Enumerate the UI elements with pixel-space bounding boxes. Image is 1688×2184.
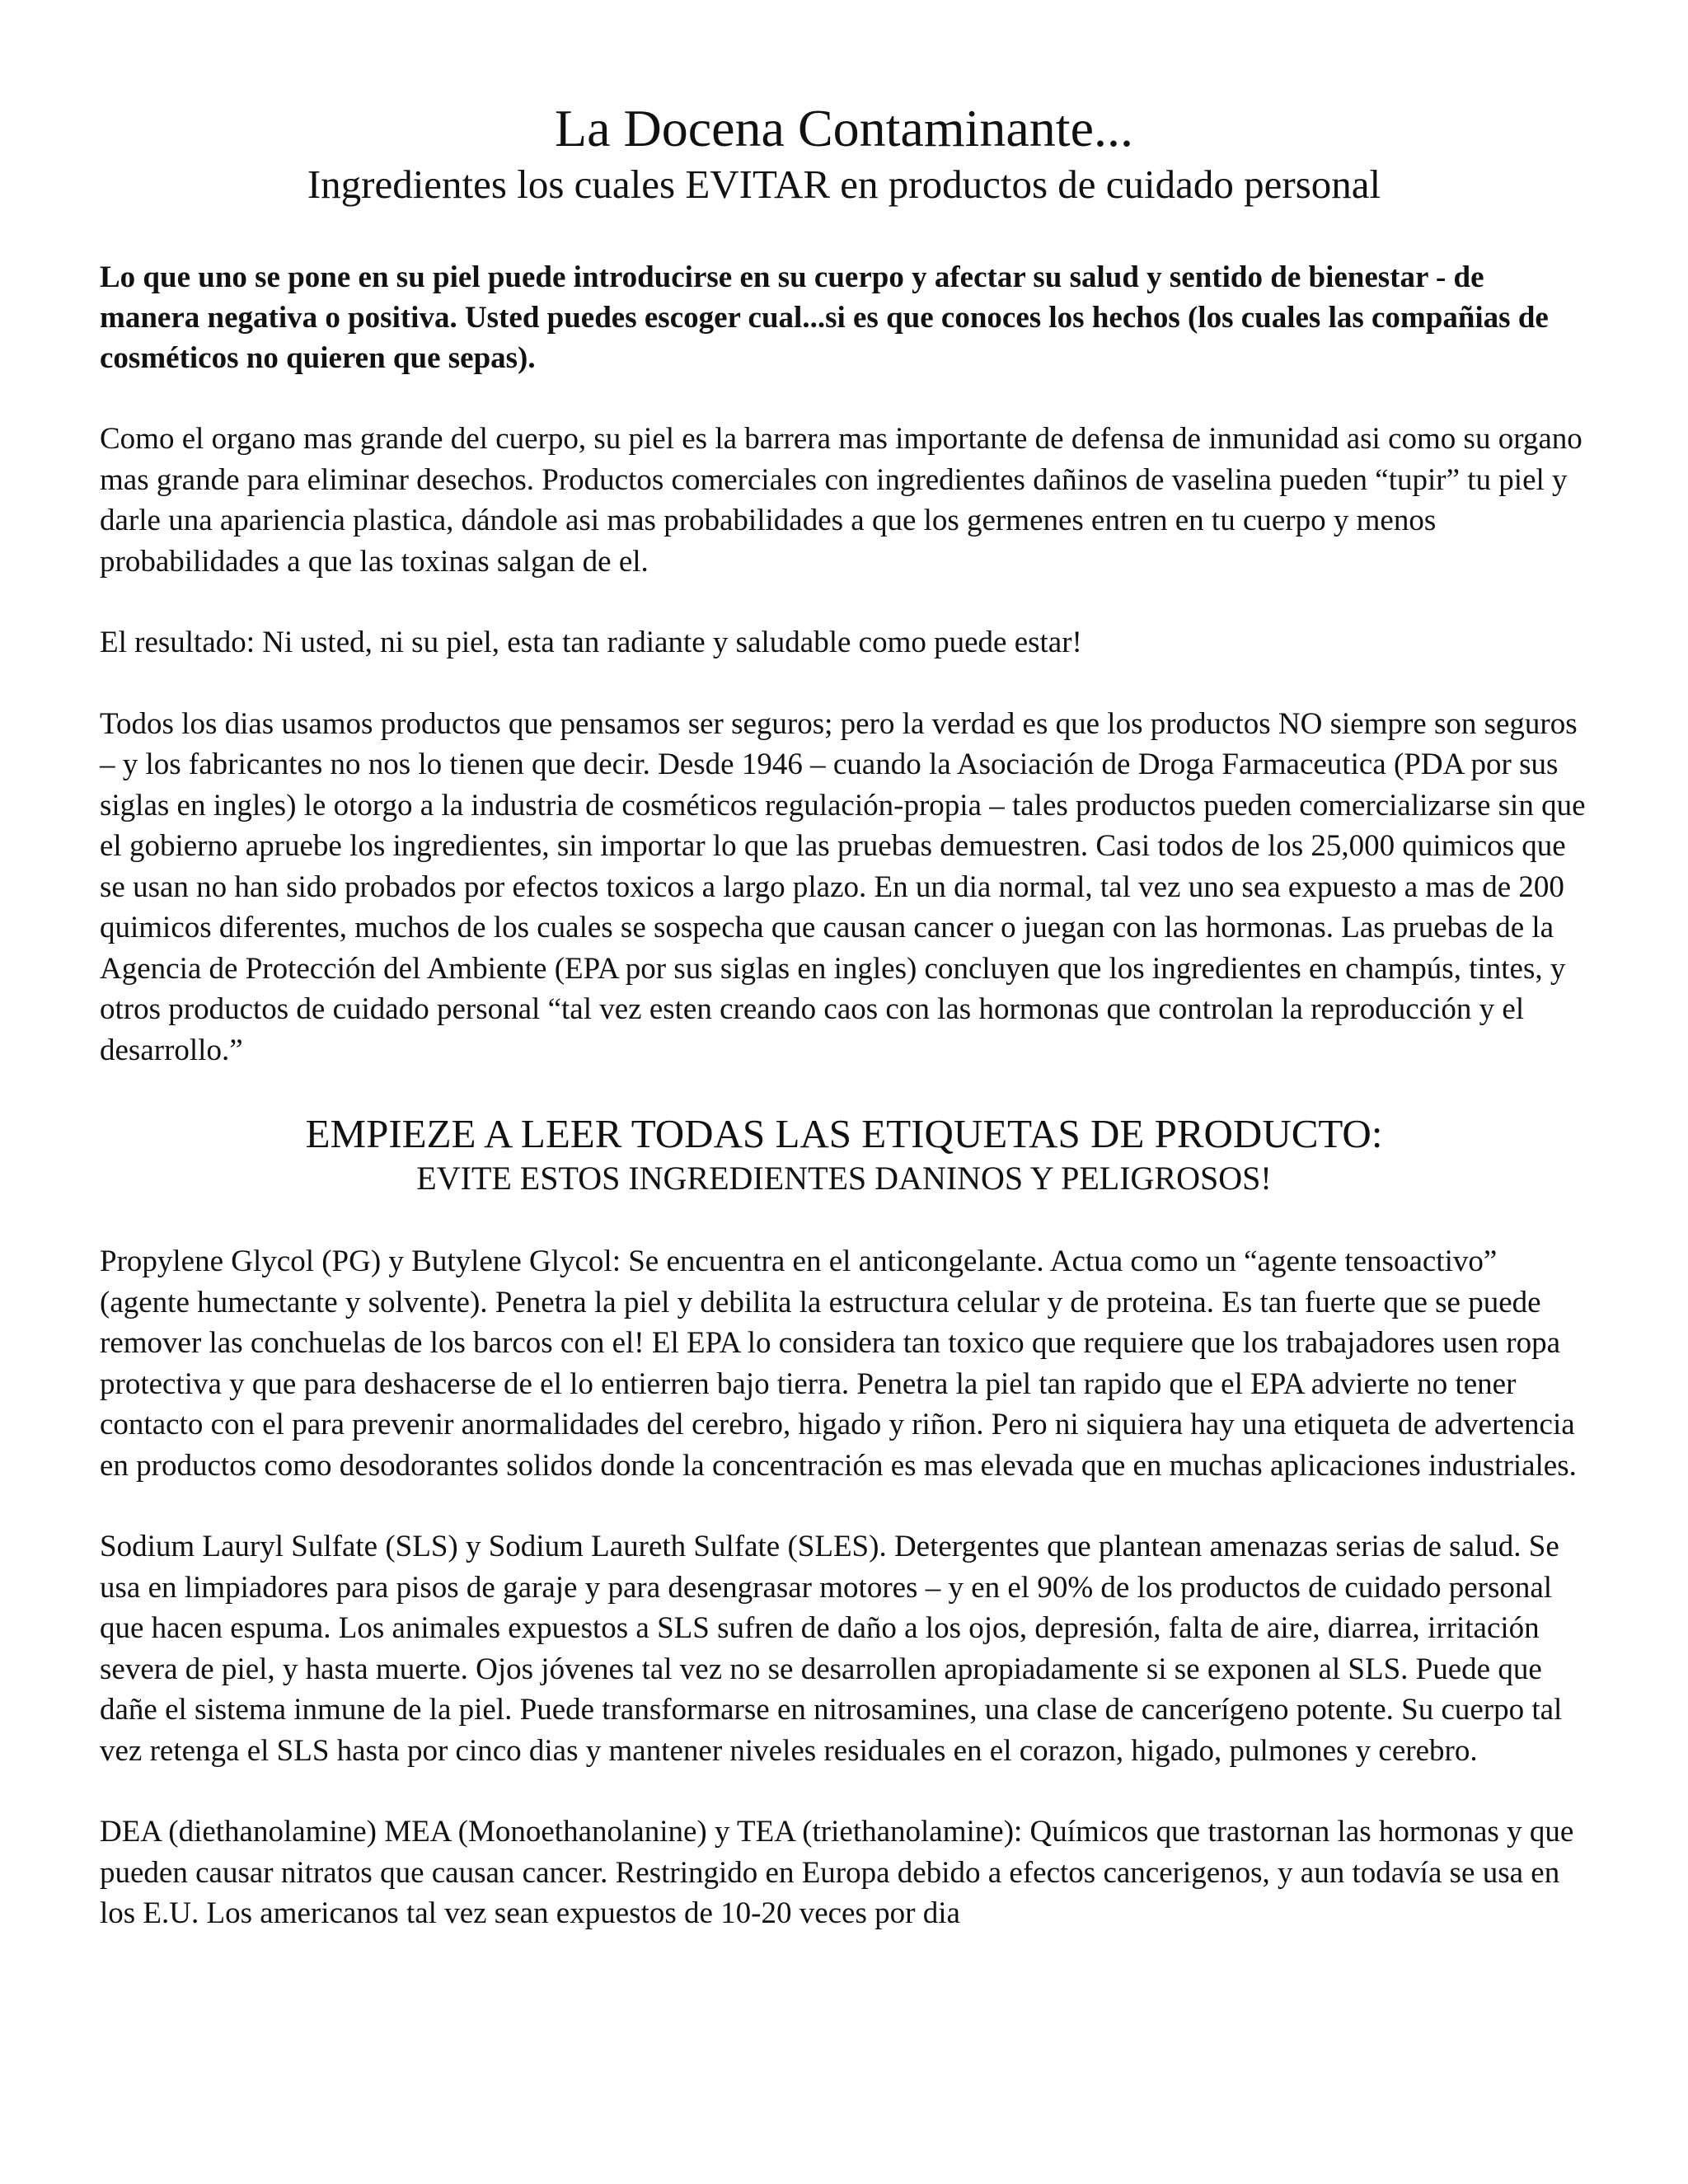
section-subheading: EVITE ESTOS INGREDIENTES DANINOS Y PELIGROSOS! xyxy=(416,1160,1272,1197)
body-paragraph-regulation: Todos los dias usamos productos que pensamos ser seguros; pero la verdad es que los productos NO siempre son seguros – y los fabricantes no nos lo tienen que decir. Desde 1946 – cuando la Asociación de Droga Farmaceutica (PDA por sus siglas en ingles) le otorgo a la industria de cosméticos regulación-propia – tales productos pueden comercializarse sin que el gobierno apruebe los ingredientes, sin importar lo que las pruebas demuestren. Casi todos de los 25,000 quimicos que se usan no han sido probados por efectos toxicos a largo plazo. En un dia normal, tal vez uno sea expuesto a mas de 200 quimicos diferentes, muchos de los cuales se sospecha que causan cancer o juegan con las hormonas. Las pruebas de la Agencia de Protección del Ambiente (EPA por sus siglas en ingles) concluyen que los ingredientes en champús, tintes, y otros productos de cuidado personal “tal vez esten creando caos con las hormonas que controlan la reproducción y el desarrollo.” xyxy=(100,706,1586,1067)
section-heading: EMPIEZE A LEER TODAS LAS ETIQUETAS DE PRODUCTO: xyxy=(305,1111,1383,1156)
document-subtitle: Ingredientes los cuales EVITAR en productos de cuidado personal xyxy=(307,162,1381,207)
body-paragraph-result: El resultado: Ni usted, ni su piel, esta tan radiante y saludable como puede estar! xyxy=(100,626,1082,659)
document-page xyxy=(100,97,1588,1975)
ingredient-propylene-glycol: Propylene Glycol (PG) y Butylene Glycol: Se encuentra en el anticongelante. Actua como un “agente tensoactivo” (agente humectante y solvente). Penetra la piel y debilita la estructura celular y de proteina. Es tan fuerte que se puede remover las conchuelas de los barcos con el! El EPA lo considera tan toxico que requiere que los trabajadores usen ropa protectiva y que para deshacerse de el lo entierren bajo tierra. Penetra la piel tan rapido que el EPA advierte no tener contacto con el para prevenir anormalidades del cerebro, higado y riñon. Pero ni siquiera hay una etiqueta de advertencia en productos como desodorantes solidos donde la concentración es mas elevada que en muchas aplicaciones industriales. xyxy=(100,1244,1577,1483)
document-title: La Docena Contaminante... xyxy=(555,99,1133,157)
ingredient-dea-mea-tea: DEA (diethanolamine) MEA (Monoethanolanine) y TEA (triethanolamine): Químicos que trastornan las hormonas y que pueden causar nitratos que causan cancer. Restringido en Europa debido a efectos cancerigenos, y aun todavía se usa en los E.U. Los americanos tal vez sean expuestos de 10-20 veces por dia xyxy=(100,1815,1574,1930)
body-paragraph-skin: Como el organo mas grande del cuerpo, su piel es la barrera mas importante de defensa de inmunidad asi como su organo mas grande para eliminar desechos. Productos comerciales con ingredientes dañinos de vaselina pueden “tupir” tu piel y darle una apariencia plastica, dándole asi mas probabilidades a que los germenes entren en tu cuerpo y menos probabilidades a que las toxinas salgan de el. xyxy=(100,422,1582,579)
lead-paragraph: Lo que uno se pone en su piel puede introducirse en su cuerpo y afectar su salud y sentido de bienestar - de manera negativa o positiva. Usted puedes escoger cual...si es que conoces los hechos (los cuales las compañias de cosméticos no quieren que sepas). xyxy=(100,260,1549,375)
ingredient-sodium-lauryl-sulfate: Sodium Lauryl Sulfate (SLS) y Sodium Laureth Sulfate (SLES). Detergentes que plantean amenazas serias de salud. Se usa en limpiadores para pisos de garaje y para desengrasar motores – y en el 90% de los productos de cuidado personal que hacen espuma. Los animales expuestos a SLS sufren de daño a los ojos, depresión, falta de aire, diarrea, irritación severa de piel, y hasta muerte. Ojos jóvenes tal vez no se desarrollen apropiadamente si se exponen al SLS. Puede que dañe el sistema inmune de la piel. Puede transformarse en nitrosamines, una clase de cancerígeno potente. Su cuerpo tal vez retenga el SLS hasta por cinco dias y mantener niveles residuales en el corazon, higado, pulmones y cerebro. xyxy=(100,1530,1563,1768)
